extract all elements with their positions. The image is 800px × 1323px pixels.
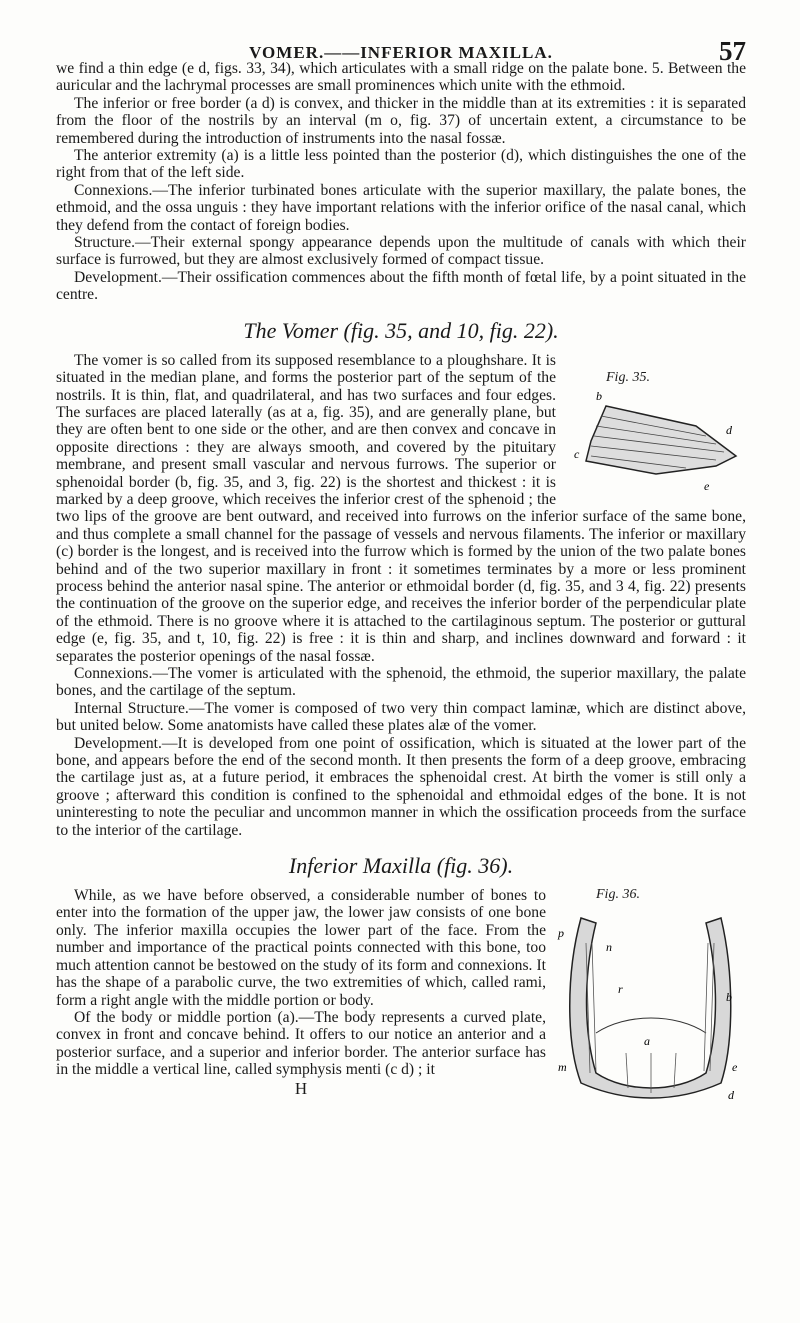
figure-35-label-e: e	[704, 478, 710, 493]
paragraph-vomer-description: The vomer is so called from its supposed resemblance to a ploughshare. It is situated in the median plane, and forms the posterior part of the septum of the nostrils. It is thin, flat, and quadrilateral, and has two surfaces and four edges. The surfaces are placed laterally (as at a, fig. 35), and are generally plane, but they are often bent to one side or the other, and are then convex and concave in opposite directions : they are always smooth, and covered by the pituitary membrane, and present small vascular and nervous furrows. The superior or sphenoidal border (b, fig. 35, and 3, fig. 22) is the shortest and thickest : it is marked by a deep groove, which receives the inferior crest of the sphenoid ; the two lips of the groove are bent outward, and received into furrows on the inferior surface of the same bone, and thus complete a small channel for the passage of vessels and nervous filaments. The inferior or maxillary (c) border is the longest, and is received into the furrow which is formed by the union of the two palate bones behind and of the two superior maxillary in front : it sometimes terminates by a more or less prominent process behind the anterior nasal spine. The anterior or ethmoidal border (d, fig. 35, and 3 4, fig. 22) presents the continuation of the groove on the superior edge, and receives the inferior border of the perpendicular plate of the ethmoid. There is no groove where it is attached to the cartilaginous septum. The posterior or guttural edge (e, fig. 35, and t, 10, fig. 22) is free : it is thin and sharp, and inclines downward and forward : it separates the posterior openings of the nasal fossæ.	[56, 351, 746, 665]
figure-36-label-n: n	[606, 940, 612, 955]
figure-36	[556, 887, 746, 1103]
figure-36-label-b: b	[726, 990, 732, 1005]
figure-36-caption: Fig. 36.	[596, 887, 640, 903]
section-heading-vomer: The Vomer (fig. 35, and 10, fig. 22).	[243, 317, 559, 343]
figure-36-label-a: a	[644, 1034, 650, 1049]
paragraph-maxilla-body: Of the body or middle portion (a).—The body represents a curved plate, convex in front and concave behind. It offers to our notice an anterior and a posterior surface, and a superior and inferior border. The anterior surface has in the middle a vertical line, called symphysis menti (c d) ; it	[56, 1008, 546, 1079]
vomer-illustration	[566, 386, 746, 496]
figure-36-label-m: m	[558, 1060, 567, 1075]
figure-35-caption: Fig. 35.	[606, 369, 650, 385]
running-head: VOMER.——INFERIOR MAXILLA.	[249, 43, 553, 62]
figure-35-label-d: d	[726, 422, 732, 437]
figure-36-label-e: e	[732, 1060, 738, 1075]
paragraph-maxilla-intro: While, as we have before observed, a considerable number of bones to enter into the formation of the upper jaw, the lower jaw consists of one bone only. The inferior maxilla occupies the lower part of the face. From the number and importance of the practical points connected with this bone, too much attention cannot be bestowed on the study of its form and connexions. It has the shape of a parabolic curve, the two extremities of which, called rami, form a right angle with the middle portion or body.	[56, 887, 546, 1009]
page-header	[56, 0, 746, 66]
paragraph-inferior-border: The inferior or free border (a d) is convex, and thicker in the middle than at its extremities : it is separated from the floor of the nostrils by an interval (m o, fig. 37) of uncertain extent, a circumstance to be remembered during the introduction of instruments into the nasal fossæ.	[56, 94, 746, 147]
figure-36-label-d: d	[728, 1088, 734, 1103]
paragraph-vomer-connexions: Connexions.—The vomer is articulated with the sphenoid, the ethmoid, the superior maxillary, the palate bones, and the cartilage of the septum.	[56, 665, 746, 700]
page	[56, 0, 746, 1323]
figure-36-label-r: r	[618, 982, 623, 997]
paragraph-vomer-structure: Internal Structure.—The vomer is composed of two very thin compact laminæ, which are distinct above, but united below. Some anatomists have called these plates alæ of the vomer.	[56, 699, 746, 735]
figure-35-label-c: c	[574, 446, 580, 461]
mandible-illustration	[556, 903, 746, 1103]
paragraph-anterior-extremity: The anterior extremity (a) is a little less pointed than the posterior (d), which distinguishes the one of the right from that of the left side.	[56, 147, 746, 182]
figure-36-label-p: p	[558, 926, 564, 941]
paragraph-structure: Structure.—Their external spongy appearance depends upon the multitude of canals with which their surface is furrowed, but they are almost exclusively formed of compact tissue.	[56, 234, 746, 269]
section-heading-inferior-maxilla: Inferior Maxilla (fig. 36).	[288, 853, 514, 879]
paragraph-development: Development.—Their ossification commences about the fifth month of fœtal life, by a point situated in the centre.	[56, 268, 746, 304]
signature-mark: H	[294, 1078, 308, 1098]
paragraph-connexions: Connexions.—The inferior turbinated bones articulate with the superior maxillary, the palate bones, the ethmoid, and the ossa unguis : they have important relations with the inferior orifice of the nasal canal, which they defend from the contact of foreign bodies.	[56, 181, 746, 234]
figure-35-label-b: b	[596, 388, 602, 403]
figure-35	[566, 370, 746, 496]
paragraph-thin-edge: we find a thin edge (e d, figs. 33, 34), which articulates with a small ridge on the palate bone. 5. Between the auricular and the lachrymal processes are small prominences which unite with the ethmoid.	[56, 60, 746, 95]
paragraph-vomer-development: Development.—It is developed from one point of ossification, which is situated at the lower part of the bone, and appears before the end of the second month. It then presents the form of a deep groove, embracing the cartilage just as, at a future period, it embraces the sphenoidal crest. At birth the vomer is still only a groove ; afterward this condition is confined to the sphenoidal and ethmoidal edges of the bone. It is not uninteresting to note the peculiar and uncommon manner in which the ossification proceeds from the surface to the interior of the cartilage.	[56, 734, 746, 839]
page-number: 57	[719, 36, 746, 66]
